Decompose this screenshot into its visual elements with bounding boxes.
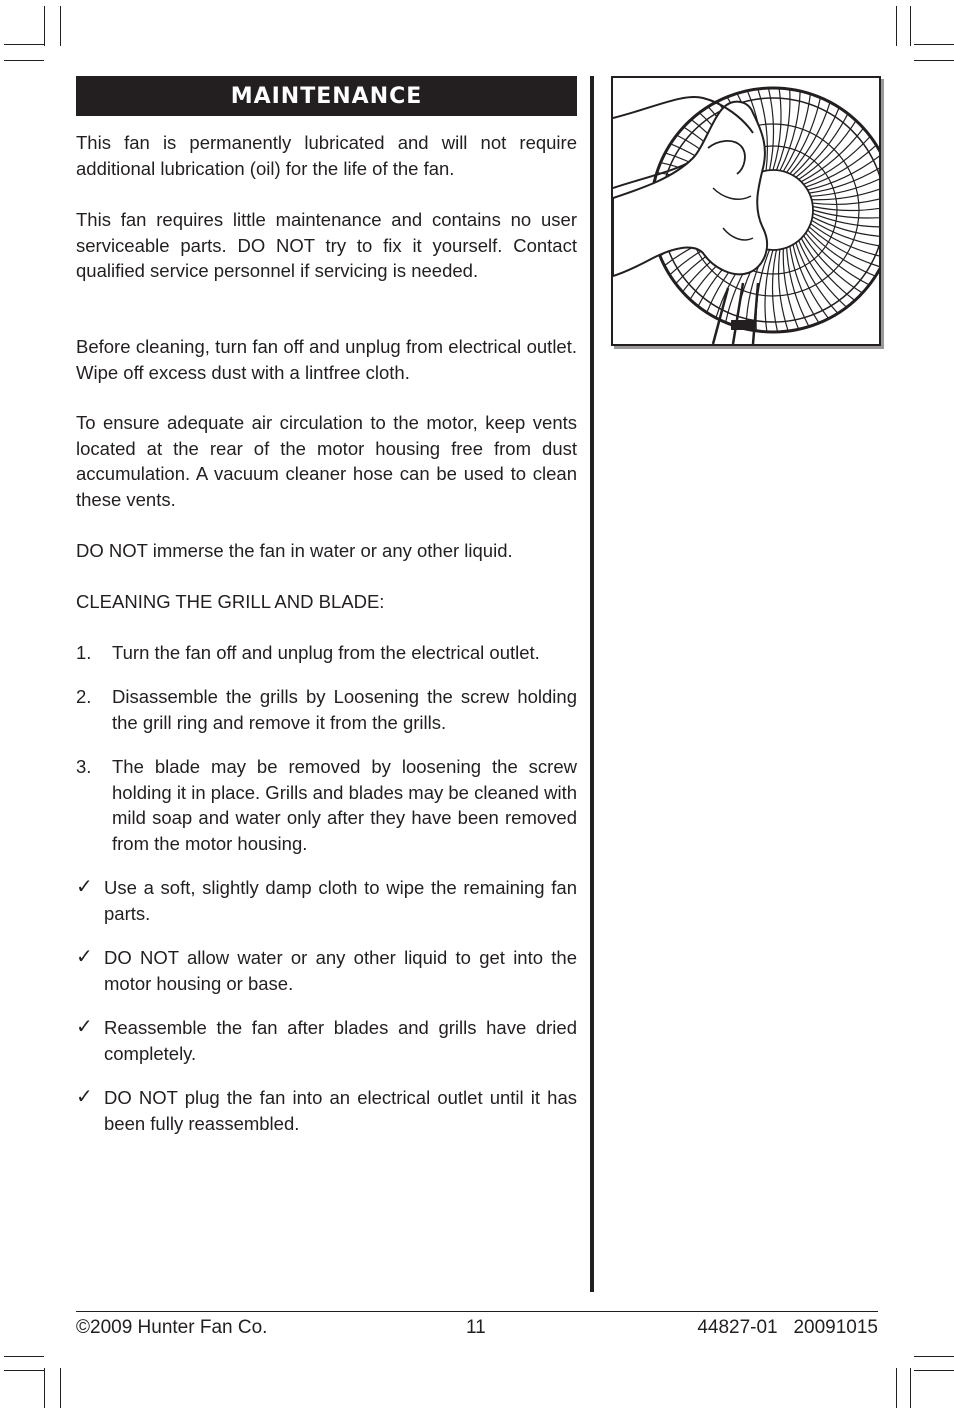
crop-mark bbox=[4, 1370, 44, 1371]
fan-grill-illustration bbox=[613, 78, 879, 344]
checkmark-icon: ✓ bbox=[76, 1016, 93, 1038]
checklist-text: DO NOT allow water or any other liquid to get into the motor housing or base. bbox=[104, 947, 577, 994]
checklist-item bbox=[76, 1085, 577, 1136]
crop-mark bbox=[896, 1368, 897, 1408]
crop-mark bbox=[914, 60, 954, 61]
step-number: 1. bbox=[76, 642, 92, 663]
checklist-text: Use a soft, slightly damp cloth to wipe the remaining fan parts. bbox=[104, 877, 577, 924]
column-divider bbox=[590, 76, 594, 1292]
step-number: 3. bbox=[76, 756, 92, 777]
paragraph-serviceable-parts: This fan requires little maintenance and contains no user serviceable parts. DO NOT try to fix it yourself. Contact qualified service personnel if servicing is needed. bbox=[76, 209, 577, 281]
crop-mark bbox=[4, 44, 44, 45]
paragraph-air-circulation: To ensure adequate air circulation to the motor, keep vents located at the rear of the motor housing free from dust accumulation. A vacuum cleaner hose can be used to clean these vents. bbox=[76, 412, 577, 510]
step-number: 2. bbox=[76, 686, 92, 707]
checklist-item bbox=[76, 945, 577, 996]
crop-mark bbox=[910, 1368, 911, 1408]
crop-mark bbox=[44, 6, 45, 46]
footer-rule bbox=[76, 1311, 878, 1312]
crop-mark bbox=[4, 60, 44, 61]
checklist-text: DO NOT plug the fan into an electrical outlet until it has been fully reassembled. bbox=[104, 1087, 577, 1134]
crop-mark bbox=[914, 44, 954, 45]
section-title: MAINTENANCE bbox=[230, 83, 423, 109]
checkmark-icon: ✓ bbox=[76, 1086, 93, 1108]
numbered-step bbox=[76, 684, 577, 735]
crop-mark bbox=[60, 1368, 61, 1408]
footer-doc-code: 44827-01 20091015 bbox=[697, 1317, 878, 1338]
checklist-text: Reassemble the fan after blades and grills have dried completely. bbox=[104, 1017, 577, 1064]
page-number: 11 bbox=[466, 1317, 486, 1338]
numbered-step bbox=[76, 754, 577, 856]
crop-mark bbox=[914, 1356, 954, 1357]
crop-mark bbox=[910, 6, 911, 46]
checkmark-icon: ✓ bbox=[76, 946, 93, 968]
checklist-item bbox=[76, 1015, 577, 1066]
fan-cleaning-illustration bbox=[611, 76, 881, 346]
crop-mark bbox=[914, 1370, 954, 1371]
subheading-cleaning: CLEANING THE GRILL AND BLADE: bbox=[76, 591, 385, 612]
paragraph-do-not-immerse: DO NOT immerse the fan in water or any other liquid. bbox=[76, 540, 513, 561]
checkmark-icon: ✓ bbox=[76, 876, 93, 898]
crop-mark bbox=[4, 1356, 44, 1357]
paragraph-lubrication: This fan is permanently lubricated and will not require additional lubrication (oil) for the life of the fan. bbox=[76, 132, 577, 179]
step-text: The blade may be removed by loosening the screw holding it in place. Grills and blades may be cleaned with mild soap and water only after they have been removed from the motor housing. bbox=[112, 756, 577, 854]
step-text: Disassemble the grills by Loosening the screw holding the grill ring and remove it from the grills. bbox=[112, 686, 577, 733]
step-text: Turn the fan off and unplug from the electrical outlet. bbox=[112, 642, 540, 663]
paragraph-before-cleaning: Before cleaning, turn fan off and unplug from electrical outlet. Wipe off excess dust with a lintfree cloth. bbox=[76, 336, 577, 383]
crop-mark bbox=[44, 1368, 45, 1408]
maintenance-section bbox=[76, 76, 577, 1134]
crop-mark bbox=[60, 6, 61, 46]
crop-mark bbox=[896, 6, 897, 46]
checklist-item bbox=[76, 875, 577, 926]
numbered-step bbox=[76, 640, 577, 666]
section-title-bar bbox=[76, 76, 577, 116]
footer-copyright: ©2009 Hunter Fan Co. bbox=[76, 1317, 268, 1338]
